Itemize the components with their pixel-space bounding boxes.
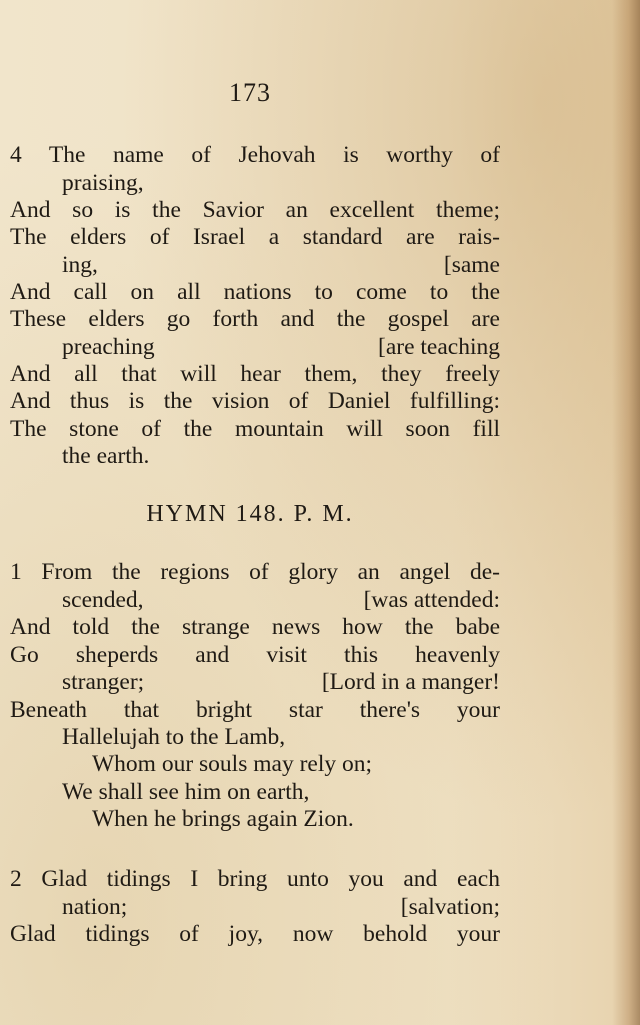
verse-line: scended, xyxy=(62,587,144,613)
verse-line: The stone of the mountain will soon fill xyxy=(10,416,500,442)
verse-line-split xyxy=(62,669,500,696)
verse-line-bracket: [same xyxy=(443,252,500,278)
verse-line: 2 Glad tidings I bring unto you and each xyxy=(10,866,500,892)
verse-line: When he brings again Zion. xyxy=(92,806,354,832)
verse-line-bracket: [are teaching xyxy=(378,334,500,360)
verse-line: stranger; xyxy=(62,669,145,695)
verse-line: 1 From the regions of glory an angel de- xyxy=(10,559,500,585)
hymn-title: HYMN 148. P. M. xyxy=(146,501,354,527)
verse-line: We shall see him on earth, xyxy=(62,779,310,805)
verse-line-bracket: [Lord in a manger! xyxy=(321,669,500,695)
verse-line: And told the strange news how the babe xyxy=(10,614,500,640)
verse-line: nation; xyxy=(62,894,128,920)
verse-line: Go sheperds and visit this heavenly xyxy=(10,642,500,668)
verse-line-split xyxy=(62,334,500,361)
page-edge-shading xyxy=(612,0,640,1025)
verse-line: And thus is the vision of Daniel fulfilling: xyxy=(10,388,500,414)
verse-line: These elders go forth and the gospel are xyxy=(10,306,500,332)
verse-line: And all that will hear them, they freely xyxy=(10,361,500,387)
verse-line-split xyxy=(62,587,500,614)
verse-line-bracket: [salvation; xyxy=(400,894,500,920)
verse-line: the earth. xyxy=(62,443,150,469)
verse-line-bracket: [was attended: xyxy=(363,587,500,613)
verse-line: And call on all nations to come to the xyxy=(10,279,500,305)
verse-line: The elders of Israel a standard are rais- xyxy=(10,224,500,250)
verse-line: Hallelujah to the Lamb, xyxy=(62,724,286,750)
verse-line: And so is the Savior an excellent theme; xyxy=(10,197,500,223)
verse-line: Whom our souls may rely on; xyxy=(92,751,373,777)
verse-line: preaching xyxy=(62,334,155,360)
verse-line-split xyxy=(62,252,500,279)
page-number: 173 xyxy=(229,78,271,107)
verse-line-split xyxy=(62,894,500,921)
verse-line: ing, xyxy=(62,252,98,278)
verse-line: Glad tidings of joy, now behold your xyxy=(10,921,500,947)
verse-line: 4 The name of Jehovah is worthy of xyxy=(10,142,500,168)
verse-line: Beneath that bright star there's your xyxy=(10,697,500,723)
verse-line: praising, xyxy=(62,170,144,196)
